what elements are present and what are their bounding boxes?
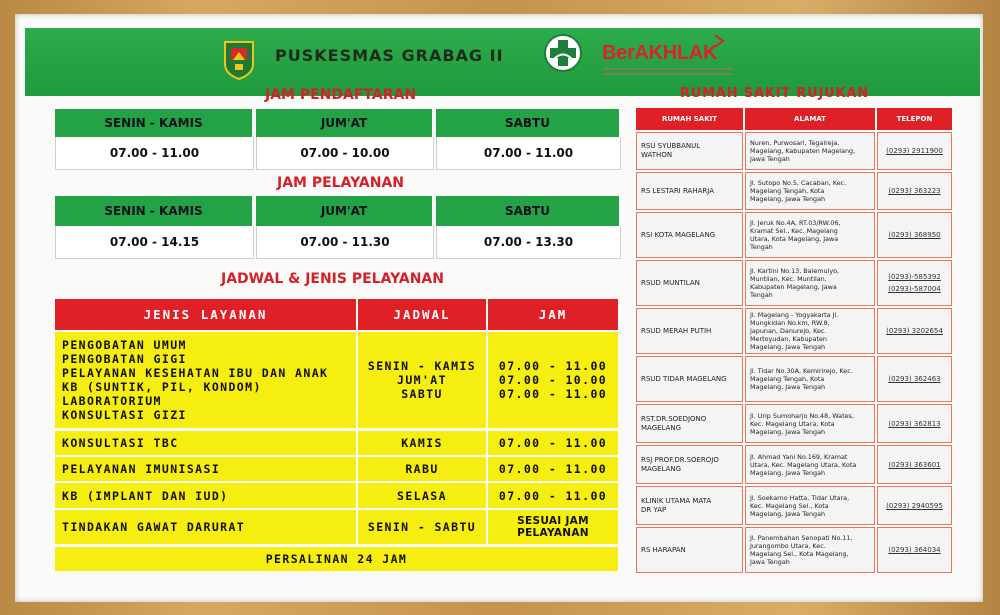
hospital-name: RSU SYUBBANUL WATHON (636, 132, 743, 170)
service-item: PELAYANAN KESEHATAN IBU DAN ANAK (62, 366, 329, 380)
hospital-phone: (0293) 368950 (877, 212, 952, 258)
hospital-address: Jl. Magelang - Yogyakarta Jl. Mungkidan No.km, RW.8, Japunan, Danurejo, Kec. Mertoyudan, Kabupaten Magelang, Jawa Tengah (745, 308, 875, 354)
registration-time-2: 07.00 - 10.00 (256, 137, 434, 170)
registration-col-3: SABTU (436, 109, 619, 137)
hospitals-header-2: TELEPON (877, 108, 952, 130)
service-item: PENGOBATAN UMUM (62, 338, 187, 352)
table-row-day: SENIN - SABTU (358, 510, 486, 544)
hospital-address: Jl. Tidar No.30A, Kemirirejo, Kec. Magelang Tengah, Kota Magelang, Jawa Tengah (745, 356, 875, 402)
hospital-address: Jl. Panembahan Senopati No.11, Jurangombo Utara, Kec. Magelang Sel., Kota Magelang, Jawa Tengah (745, 527, 875, 573)
hospitals-title: RUMAH SAKIT RUJUKAN (680, 86, 869, 101)
hospital-phone: (0293) 362813 (877, 404, 952, 443)
hospitals-header-1: ALAMAT (745, 108, 875, 130)
table-row-service: KONSULTASI TBC (55, 431, 356, 455)
hospital-phone: (0293) 363223 (877, 172, 952, 210)
service-item: LABORATORIUM (62, 394, 162, 408)
hospital-address: Jl. Kartini No.13, Balemulyo, Muntilan, Kec. Muntilan, Kabupaten Magelang, Jawa Tengah (745, 260, 875, 306)
service-hours-title: JAM PELAYANAN (277, 175, 404, 191)
service-item: PENGOBATAN GIGI (62, 352, 187, 366)
registration-time-3: 07.00 - 11.00 (436, 137, 621, 170)
page-title: PUSKESMAS GRABAG II (275, 46, 504, 65)
puskesmas-logo-icon (544, 34, 582, 72)
hospital-phone: (0293) 362463 (877, 356, 952, 402)
day-item: SENIN - KAMIS (367, 359, 477, 373)
hospital-name: RS HARAPAN (636, 527, 743, 573)
service-hours-time-3: 07.00 - 13.30 (436, 226, 621, 259)
table-row-service: KB (IMPLANT DAN IUD) (55, 483, 356, 508)
hours-line: SESUAI JAM (517, 515, 589, 527)
notice-board (15, 14, 983, 602)
registration-col-2: JUM'AT (256, 109, 432, 137)
hospital-name: RSJ PROF.DR.SOEROJO MAGELANG (636, 445, 743, 484)
service-hours-col-2: JUM'AT (256, 196, 432, 226)
hospital-address: Jl. Jeruk No.4A, RT.03/RW.06, Kramat Sel., Kec. Magelang Utara, Kota Magelang, Jawa Tengah (745, 212, 875, 258)
hospital-phone: (0293) 2940595 (877, 486, 952, 525)
schedule-header-hours: JAM (488, 299, 618, 330)
schedule-header-day: JADWAL (358, 299, 486, 330)
main-services-list (62, 338, 328, 422)
hospital-name: RSUD MERAH PUTIH (636, 308, 743, 354)
hours-line: PELAYANAN (517, 527, 589, 539)
hospital-address: Nuren, Purwosari, Tegalreja, Magelang, Kabupaten Magelang, Jawa Tengah (745, 132, 875, 170)
main-hours-cell (488, 332, 618, 428)
service-item: KB (SUNTIK, PIL, KONDOM) (62, 380, 262, 394)
schedule-footer: PERSALINAN 24 JAM (55, 547, 618, 571)
main-services-cell (55, 332, 356, 428)
hospital-name: RSI KOTA MAGELANG (636, 212, 743, 258)
hospital-address: Jl. Urip Sumoharjo No.48, Wates, Kec. Magelang Utara, Kota Magelang, Jawa Tengah (745, 404, 875, 443)
registration-time-1: 07.00 - 11.00 (55, 137, 254, 170)
berakhlak-tagline (603, 68, 733, 78)
hours-item: 07.00 - 11.00 (498, 387, 608, 401)
service-item: KONSULTASI GIZI (62, 408, 187, 422)
hospital-name: RSUD TIDAR MAGELANG (636, 356, 743, 402)
main-days-cell (358, 332, 486, 428)
table-row-hours: 07.00 - 11.00 (488, 431, 618, 455)
table-row-hours: 07.00 - 11.00 (488, 457, 618, 481)
day-item: JUM'AT (397, 373, 447, 387)
schedule-title: JADWAL & JENIS PELAYANAN (221, 271, 444, 287)
hours-item: 07.00 - 11.00 (498, 359, 608, 373)
table-row-service: PELAYANAN IMUNISASI (55, 457, 356, 481)
registration-col-1: SENIN - KAMIS (55, 109, 252, 137)
hospital-address: Jl. Soekarno Hatta, Tidar Utara, Kec. Magelang Sel., Kota Magelang, Jawa Tengah (745, 486, 875, 525)
schedule-header-service: JENIS LAYANAN (55, 299, 356, 330)
service-hours-time-2: 07.00 - 11.30 (256, 226, 434, 259)
service-hours-col-3: SABTU (436, 196, 619, 226)
hospital-phone: (0293)-585392 (0293)-587004 (877, 260, 952, 306)
regency-emblem-icon (222, 38, 256, 80)
berakhlak-logo: BerAKHLAK (602, 42, 718, 64)
table-row-service: TINDAKAN GAWAT DARURAT (55, 510, 356, 544)
hospital-name: RS LESTARI RAHARJA (636, 172, 743, 210)
hospital-address: Jl. Ahmad Yani No.169, Kramat Utara, Kec. Magelang Utara, Kota Magelang, Jawa Tengah (745, 445, 875, 484)
hospital-phone: (0293) 2911900 (877, 132, 952, 170)
table-row-day: SELASA (358, 483, 486, 508)
table-row-day: RABU (358, 457, 486, 481)
hospital-phone: (0293) 3202654 (877, 308, 952, 354)
hours-item: 07.00 - 10.00 (498, 373, 608, 387)
hospitals-header-0: RUMAH SAKIT (636, 108, 743, 130)
day-item: SABTU (401, 387, 443, 401)
hospital-name: RSUD MUNTILAN (636, 260, 743, 306)
service-hours-col-1: SENIN - KAMIS (55, 196, 252, 226)
registration-title: JAM PENDAFTARAN (265, 87, 417, 103)
service-hours-time-1: 07.00 - 14.15 (55, 226, 254, 259)
berakhlak-chevron-icon (712, 34, 726, 48)
table-row-hours: 07.00 - 11.00 (488, 483, 618, 508)
hospital-name: RST.DR.SOEDJONO MAGELANG (636, 404, 743, 443)
table-row-hours (488, 510, 618, 544)
hospital-phone: (0293) 364034 (877, 527, 952, 573)
hospital-address: Jl. Sutopo No.5, Cacaban, Kec. Magelang Tengah, Kota Magelang, Jawa Tengah (745, 172, 875, 210)
table-row-day: KAMIS (358, 431, 486, 455)
hospital-phone: (0293) 363601 (877, 445, 952, 484)
hospital-name: KLINIK UTAMA MATA DR YAP (636, 486, 743, 525)
